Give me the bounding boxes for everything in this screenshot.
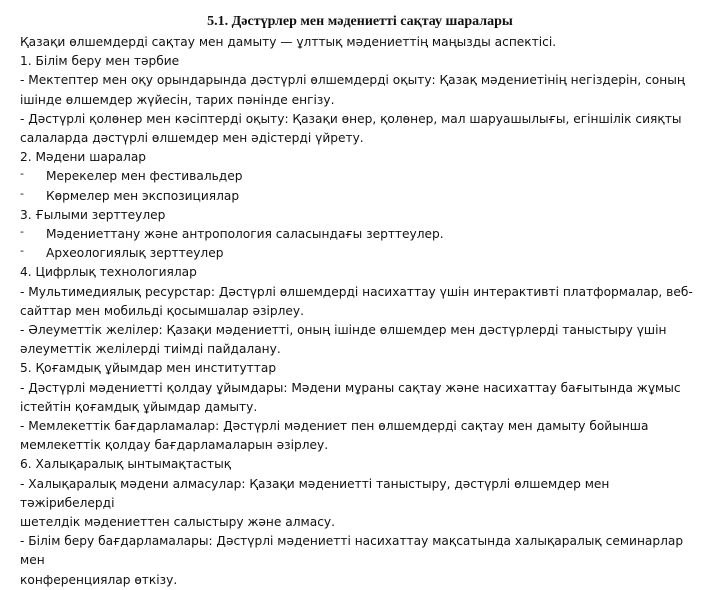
- document-page: [20, 12, 700, 590]
- section-5-heading: 5. Қоғамдық ұйымдар мен институттар: [20, 361, 277, 376]
- list-item: [20, 187, 700, 206]
- section-3-heading: 3. Ғылыми зерттеулер: [20, 207, 166, 222]
- section-5-paragraph-1-line-2: істейтін қоғамдық ұйымдар дамыту.: [20, 399, 258, 414]
- list-item: [20, 244, 700, 263]
- section-6-paragraph-2-line-2: конференциялар өткізу.: [20, 572, 178, 587]
- section-1-paragraph-2-line-2: салаларда дәстүрлі өлшемдер мен әдістерді үйрету.: [20, 131, 364, 146]
- section-4-paragraph-2-line-2: әлеуметтік желілерді тиімді пайдалану.: [20, 342, 281, 357]
- section-6-paragraph-1-line-1: - Халықаралық мәдени алмасулар: Қазақи мәдениетті таныстыру, дәстүрлі өлшемдер мен тәжірибелерді: [20, 476, 610, 510]
- section-6-paragraph-1-line-2: шетелдік мәдениеттен салыстыру және алмасу.: [20, 515, 335, 530]
- section-1-paragraph-1-line-2: ішінде өлшемдер жүйесін, тарих пәнінде енгізу.: [20, 92, 335, 107]
- section-1-paragraph-1-line-1: - Мектептер мен оқу орындарында дәстүрлі өлшемдерді оқыту: Қазақ мәдениетінің негіздерін, соның: [20, 73, 685, 88]
- section-4-heading: 4. Цифрлық технологиялар: [20, 265, 197, 280]
- bullet-dash: -: [20, 186, 24, 200]
- intro-text: Қазақи өлшемдерді сақтау мен дамыту — ұлттық мәдениеттің маңызды аспектісі.: [20, 35, 557, 49]
- section-5-paragraph-2-line-1: - Мемлекеттік бағдарламалар: Дәстүрлі мәдениет пен өлшемдерді сақтау мен дамыту бойынша: [20, 419, 649, 434]
- list-item-text: Мәдениеттану және антропология саласындағы зерттеулер.: [46, 227, 444, 242]
- list-item: [20, 167, 700, 186]
- list-item-text: Көрмелер мен экспозициялар: [46, 188, 240, 203]
- section-4-paragraph-2-line-1: - Әлеуметтік желілер: Қазақи мәдениетті, оның ішінде өлшемдер мен дәстүрлерді таныстыру үшін: [20, 323, 667, 338]
- section-2-heading: 2. Мәдени шаралар: [20, 150, 147, 165]
- section-6-heading: 6. Халықаралық ынтымақтастық: [20, 457, 232, 472]
- section-1-paragraph-2-line-1: - Дәстүрлі қолөнер мен кәсіптерді оқыту: Қазақи өнер, қолөнер, мал шаруашылығы, егіншілік сияқты: [20, 111, 682, 126]
- bullet-dash: -: [20, 244, 24, 258]
- list-item-text: Археологиялық зерттеулер: [46, 246, 224, 261]
- list-item-text: Мерекелер мен фестивальдер: [46, 169, 243, 184]
- section-5-paragraph-2-line-2: мемлекеттік қолдау бағдарламаларын әзірлеу.: [20, 438, 329, 453]
- section-5-paragraph-1-line-1: - Дәстүрлі мәдениетті қолдау ұйымдары: Мәдени мұраны сақтау және насихаттау бағытында жұмыс: [20, 380, 681, 395]
- section-4-paragraph-1-line-1: - Мультимедиялық ресурстар: Дәстүрлі өлшемдерді насихаттау үшін интерактивті платформалар, веб-: [20, 284, 693, 299]
- bullet-dash: -: [20, 225, 24, 239]
- bullet-dash: -: [20, 167, 24, 181]
- section-4-paragraph-1-line-2: сайттар мен мобильді қосымшалар әзірлеу.: [20, 303, 304, 318]
- section-6-paragraph-2-line-1: - Білім беру бағдарламалары: Дәстүрлі мәдениетті насихаттау мақсатында халықаралық семинарлар мен: [20, 534, 684, 568]
- section-1-heading: 1. Білім беру мен тәрбие: [20, 54, 180, 69]
- page-title: 5.1. Дәстүрлер мен мәдениетті сақтау шаралары: [207, 14, 513, 29]
- list-item: [20, 225, 700, 244]
